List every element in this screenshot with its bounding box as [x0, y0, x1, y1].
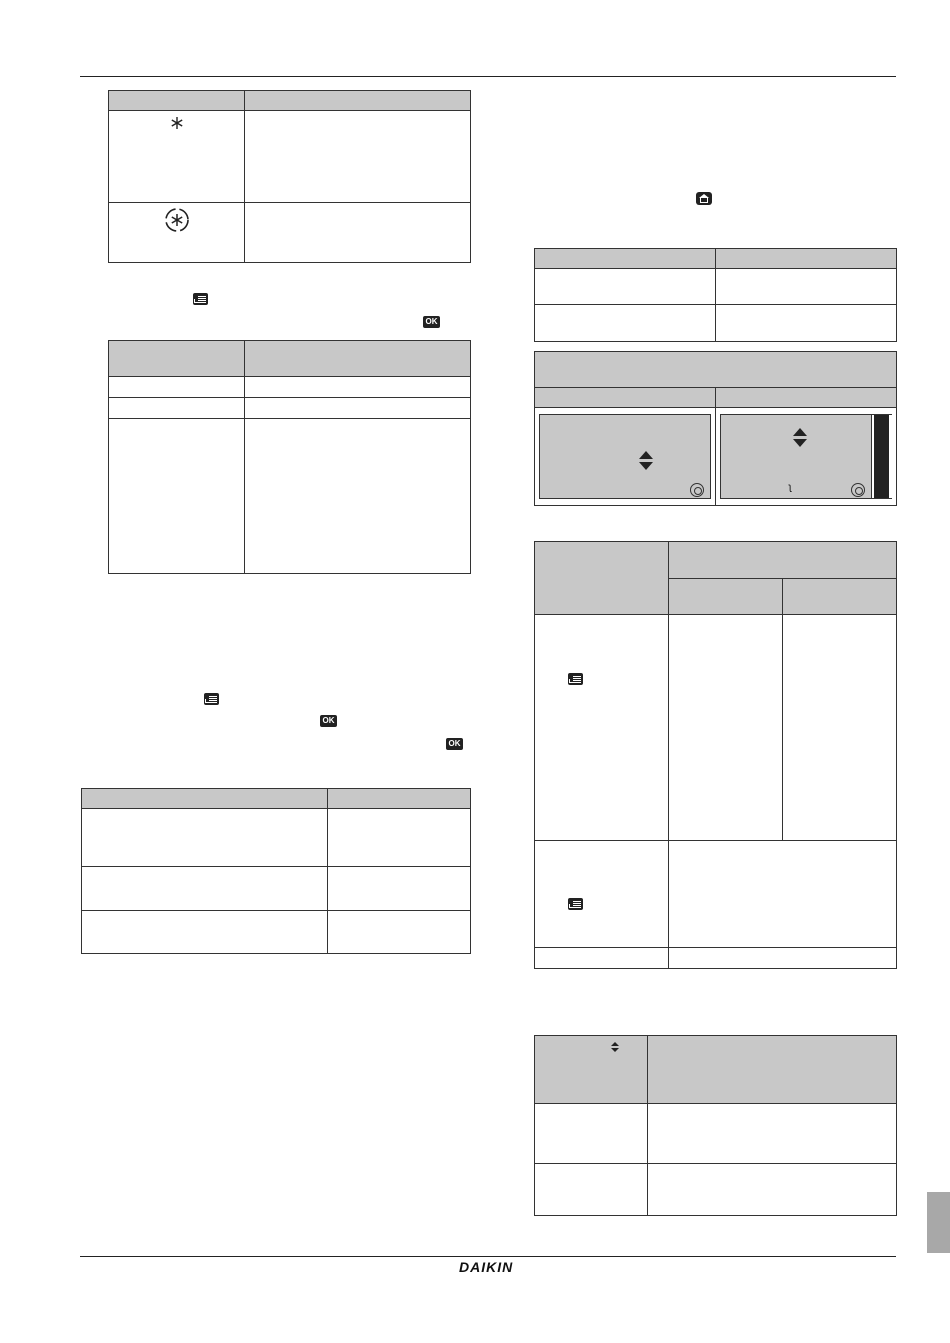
table-cell	[716, 269, 897, 305]
table-header-cell	[669, 579, 783, 615]
ok-icon: OK	[446, 738, 463, 750]
header-rule	[80, 76, 896, 77]
icon-cell	[109, 111, 245, 203]
table-header-cell	[535, 249, 716, 269]
table-header-cell	[669, 542, 897, 579]
table-cell	[328, 809, 471, 867]
table-cell	[783, 615, 897, 841]
dial-icon	[851, 483, 865, 497]
table-header-cell	[245, 341, 471, 377]
table-cell	[328, 867, 471, 911]
up-down-arrows-icon	[611, 1042, 619, 1052]
table-cell	[109, 398, 245, 419]
table-header-cell	[535, 542, 669, 615]
chapter-side-tab	[927, 1192, 950, 1253]
arrow-setting-table	[534, 1035, 897, 1216]
table-cell	[535, 269, 716, 305]
table-header-cell	[245, 91, 471, 111]
table-cell	[82, 809, 328, 867]
table-header-cell	[716, 388, 897, 408]
table-cell	[669, 615, 783, 841]
snowflake-icon	[170, 116, 184, 130]
menu-icon	[568, 673, 583, 685]
mode-icon-table	[108, 90, 471, 263]
table-header-cell	[648, 1036, 897, 1104]
result-table	[81, 788, 471, 954]
ok-icon: OK	[320, 715, 337, 727]
table-cell	[328, 911, 471, 954]
table-header-cell	[783, 579, 897, 615]
icon-cell	[109, 203, 245, 263]
description-cell	[245, 203, 471, 263]
table-cell	[245, 398, 471, 419]
table-cell	[535, 1104, 648, 1164]
brand-logo: DAIKIN	[459, 1259, 514, 1275]
table-header-cell	[82, 789, 328, 809]
settings-table	[108, 340, 471, 574]
table-cell	[82, 911, 328, 954]
table-cell	[535, 948, 669, 969]
ok-icon: OK	[423, 316, 440, 328]
screen-scrollbar-thumb	[874, 415, 889, 498]
table-cell	[109, 377, 245, 398]
home-icon	[696, 192, 712, 205]
table-cell	[109, 419, 245, 574]
table-cell	[648, 1164, 897, 1216]
table-header-cell	[535, 388, 716, 408]
table-cell	[716, 305, 897, 342]
menu-structure-table	[534, 541, 897, 969]
table-cell	[669, 841, 897, 948]
menu-icon	[568, 898, 583, 910]
table-header-cell	[328, 789, 471, 809]
description-cell	[245, 111, 471, 203]
table-header-cell	[535, 1036, 648, 1104]
table-cell	[535, 615, 669, 841]
menu-icon	[204, 693, 219, 705]
menu-icon	[193, 293, 208, 305]
table-cell	[535, 305, 716, 342]
controller-screen-right	[720, 414, 892, 499]
snowflake-cycle-icon	[163, 206, 191, 234]
table-cell	[669, 948, 897, 969]
table-header-cell	[535, 352, 897, 388]
table-header-cell	[716, 249, 897, 269]
table-cell	[245, 419, 471, 574]
up-down-arrows-icon	[793, 428, 807, 448]
table-cell	[82, 867, 328, 911]
home-page-table	[534, 248, 897, 342]
footer-rule	[80, 1256, 896, 1257]
table-header-cell	[109, 341, 245, 377]
up-down-arrows-icon	[639, 451, 653, 471]
dial-icon	[690, 483, 704, 497]
controller-screen-left	[539, 414, 711, 499]
table-cell	[648, 1104, 897, 1164]
table-cell	[535, 1164, 648, 1216]
table-cell	[245, 377, 471, 398]
tap-glyph: ʅ	[789, 482, 792, 493]
table-cell	[535, 841, 669, 948]
table-header-cell	[109, 91, 245, 111]
